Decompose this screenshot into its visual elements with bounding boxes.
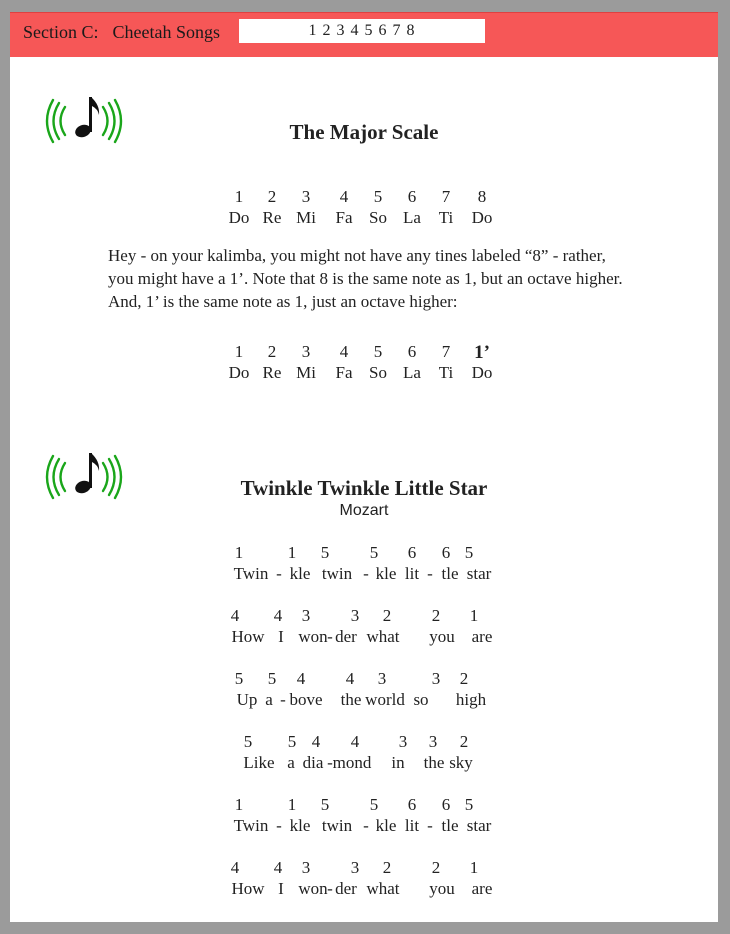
note-number: 5 [464,543,474,562]
lyric-syllable: - [363,816,369,835]
lyric-syllable: lit [404,564,420,583]
lyric-syllable: tle [441,564,459,583]
note-number: 3 [377,669,387,688]
note-number: 3 [350,606,360,625]
note-number: 2 [431,858,441,877]
solfege-syllable: Do [471,208,493,227]
lyric-syllable: Twin [233,816,269,835]
scale-degree-number: 2 [267,342,277,361]
section-header [10,12,718,57]
lyric-syllable: mond [332,753,372,772]
lyric-syllable: what [366,879,400,898]
note-number: 1 [469,858,479,877]
header-title [23,22,220,43]
page-number-nav[interactable]: 1 2 3 4 5 6 7 8 [239,19,485,43]
note-number: 1 [234,543,244,562]
note-number: 3 [428,732,438,751]
note-number: 5 [267,669,277,688]
note-number: 1 [287,543,297,562]
lyric-syllable: world [365,690,405,709]
solfege-syllable: So [369,208,387,227]
solfege-syllable: Mi [296,208,316,227]
lyric-syllable: what [366,627,400,646]
lyric-syllable: in [391,753,405,772]
note-number: 6 [441,543,451,562]
lyric-syllable: the [423,753,445,772]
scale-degree-number: 7 [441,187,451,206]
lyric-syllable: you [429,627,455,646]
scale-degree-number: 6 [407,187,417,206]
note-number: 5 [464,795,474,814]
lyric-syllable: so [413,690,429,709]
scale-syllables-row [10,208,718,228]
note-number: 3 [301,858,311,877]
lyric-syllable: How [231,879,265,898]
lyric-syllable: a [265,690,273,709]
scale-degree-number: 8 [477,187,487,206]
solfege-syllable: Fa [335,208,353,227]
note-number: 4 [296,669,306,688]
scale-degree-number: 4 [339,187,349,206]
solfege-syllable: Re [262,363,282,382]
lyric-syllable: I [278,627,284,646]
solfege-syllable: So [369,363,387,382]
lyric-syllable: star [466,564,492,583]
lyrics-row [10,690,718,710]
solfege-syllable: Do [228,208,250,227]
note-number: 5 [369,543,379,562]
lyric-syllable: Up [236,690,258,709]
lyric-syllable: - [276,564,282,583]
lyric-syllable: kle [289,564,311,583]
note-number: 3 [301,606,311,625]
lyric-syllable: Twin [233,564,269,583]
lyrics-row [10,564,718,584]
scale-degree-number: 1 [234,187,244,206]
solfege-syllable: Ti [438,363,454,382]
note-number: 4 [230,606,240,625]
lyric-syllable: der [335,879,357,898]
note-number: 6 [407,543,417,562]
note-number: 5 [287,732,297,751]
lyric-syllable: are [471,879,493,898]
note-number: 3 [431,669,441,688]
lyric-syllable: I [278,879,284,898]
note-numbers-row [10,606,718,626]
note-number: 2 [459,732,469,751]
lyric-syllable: twin [321,816,353,835]
lyric-syllable: bove [289,690,323,709]
lyric-syllable: star [466,816,492,835]
lyric-syllable: the [340,690,362,709]
note-number: 4 [230,858,240,877]
solfege-syllable: Re [262,208,282,227]
note-number: 5 [369,795,379,814]
lyric-syllable: der [335,627,357,646]
note-number: 3 [398,732,408,751]
lyric-syllable: - [327,627,333,646]
note-number: 2 [382,858,392,877]
lyric-syllable: tle [441,816,459,835]
note-number: 5 [320,543,330,562]
lyric-syllable: - [363,564,369,583]
note-number: 4 [345,669,355,688]
note-number: 4 [273,606,283,625]
note-number: 3 [350,858,360,877]
note-number: 6 [441,795,451,814]
solfege-syllable: Ti [438,208,454,227]
solfege-syllable: Do [228,363,250,382]
scale-degree-number: 5 [373,187,383,206]
note-number: 1 [287,795,297,814]
scale-degree-number: 6 [407,342,417,361]
lyric-syllable: - [276,816,282,835]
note-numbers-row [10,543,718,563]
lyric-syllable: lit [404,816,420,835]
song-composer: Mozart [339,502,389,519]
note-number: 2 [382,606,392,625]
note-number: 2 [459,669,469,688]
lyric-syllable: kle [289,816,311,835]
note-number: 4 [350,732,360,751]
solfege-syllable: La [403,363,421,382]
note-number: 4 [311,732,321,751]
scale-syllables-row-2 [10,363,718,383]
scale-degree-number: 7 [441,342,451,361]
song-title: Twinkle Twinkle Little Star [240,476,488,500]
scale-degree-number: 3 [301,187,311,206]
lyric-syllable: - [427,564,433,583]
lyric-syllable: Like [243,753,275,772]
note-number: 4 [273,858,283,877]
lyrics-row [10,816,718,836]
lyric-syllable: kle [375,816,397,835]
note-number: 6 [407,795,417,814]
document-page [10,12,718,922]
note-number: 2 [431,606,441,625]
lyric-syllable: won [298,879,328,898]
lyric-syllable: a [287,753,295,772]
major-scale-title: The Major Scale [289,120,439,144]
note-numbers-row [10,732,718,752]
songbook-title: Cheetah Songs [112,22,220,42]
scale-numbers-row [10,187,718,207]
section-label: Section C: [23,22,99,42]
note-number: 5 [243,732,253,751]
scale-degree-number: 2 [267,187,277,206]
scale-degree-number: 1’ [474,342,490,363]
scale-numbers-row-2 [10,342,718,362]
note-number: 1 [469,606,479,625]
note-number: 5 [234,669,244,688]
scale-degree-number: 5 [373,342,383,361]
scale-degree-number: 1 [234,342,244,361]
scale-degree-number: 3 [301,342,311,361]
octave-explanation: Hey - on your kalimba, you might not have any tines labeled “8” - rather, you might have a 1’. Note that 8 is the same note as 1, but an octave higher. And, 1’ is the same note as 1, just an octave higher: [108,246,623,311]
lyrics-row [10,627,718,647]
lyrics-row [10,753,718,773]
lyric-syllable: high [455,690,487,709]
lyric-syllable: - [327,753,333,772]
solfege-syllable: Mi [296,363,316,382]
lyric-syllable: are [471,627,493,646]
note-numbers-row [10,795,718,815]
lyric-syllable: - [427,816,433,835]
lyric-syllable: you [429,879,455,898]
note-number: 1 [234,795,244,814]
solfege-syllable: Do [471,363,493,382]
lyric-syllable: kle [375,564,397,583]
solfege-syllable: Fa [335,363,353,382]
lyric-syllable: won [298,627,328,646]
solfege-syllable: La [403,208,421,227]
lyric-syllable: - [327,879,333,898]
lyrics-row [10,879,718,899]
note-numbers-row [10,858,718,878]
lyric-syllable: - [280,690,286,709]
note-numbers-row [10,669,718,689]
lyric-syllable: sky [449,753,473,772]
lyric-syllable: How [231,627,265,646]
lyric-syllable: dia [302,753,324,772]
note-number: 5 [320,795,330,814]
lyric-syllable: twin [321,564,353,583]
scale-degree-number: 4 [339,342,349,361]
